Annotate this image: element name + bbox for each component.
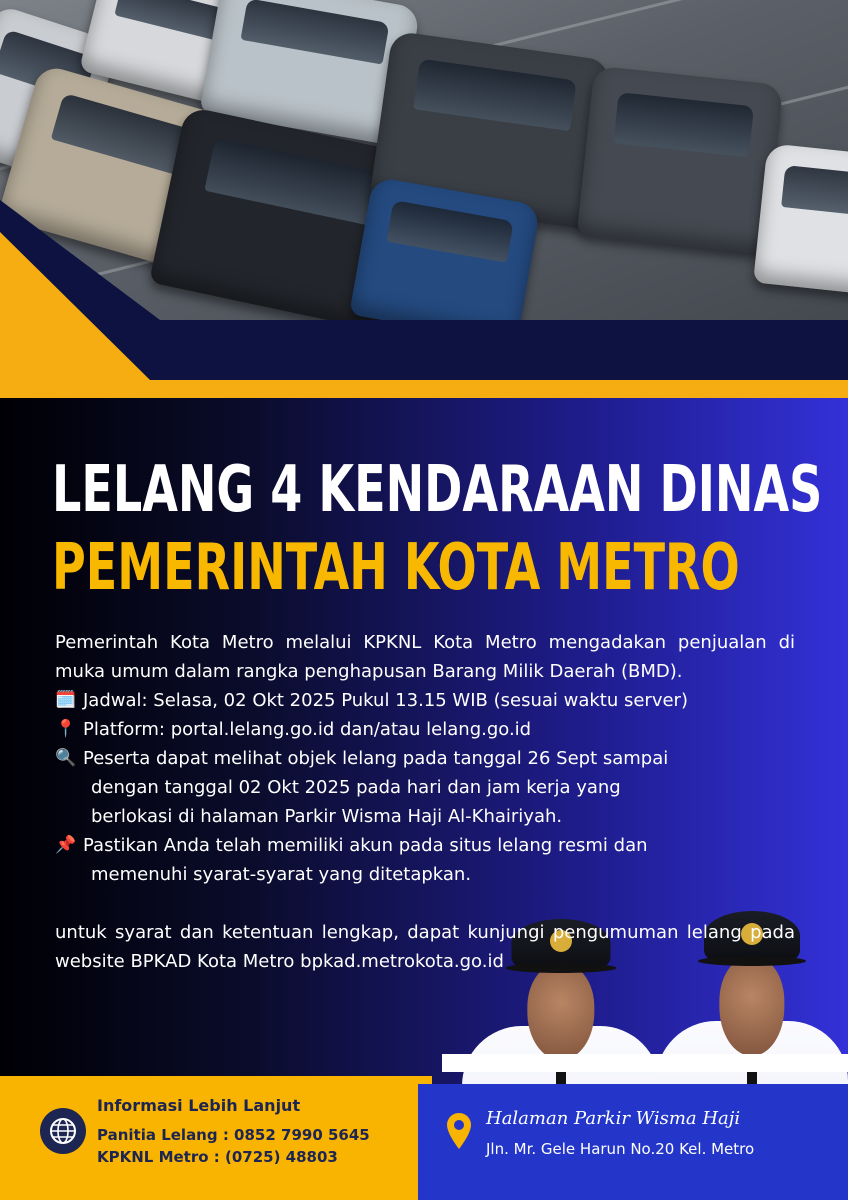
platform-text: Platform: portal.lelang.go.id dan/atau lelang.go.id (83, 719, 532, 740)
headline-line2: PEMERINTAH KOTA METRO (52, 531, 740, 605)
location-address: Jln. Mr. Gele Harun No.20 Kel. Metro (486, 1140, 755, 1158)
closing-paragraph: untuk syarat dan ketentuan lengkap, dapat kunjungi pengumuman lelang pada website BPKAD Kota Metro bpkad.metrokota.go.id (55, 922, 795, 972)
white-accent-bar (442, 1054, 848, 1072)
account-text: Pastikan Anda telah memiliki akun pada situs lelang resmi dan (83, 835, 648, 856)
account-text-line2: memenuhi syarat-syarat yang ditetapkan. (91, 864, 472, 885)
inspection-item (55, 744, 795, 773)
headline-line1: LELANG 4 KENDARAAN DINAS (52, 453, 823, 527)
pushpin-icon: 📌 (55, 835, 77, 855)
inspection-text-line2: dengan tanggal 02 Okt 2025 pada hari dan jam kerja yang (91, 777, 621, 798)
contact-kpknl: KPKNL Metro : (0725) 48803 (97, 1148, 338, 1166)
info-title: Informasi Lebih Lanjut (97, 1096, 301, 1115)
calendar-icon: 🗓️ (55, 690, 77, 710)
inspection-text: Peserta dapat melihat objek lelang pada tanggal 26 Sept sampai (83, 748, 669, 769)
globe-icon (40, 1108, 86, 1154)
location-title: Halaman Parkir Wisma Haji (486, 1108, 741, 1129)
inspection-text-line3: berlokasi di halaman Parkir Wisma Haji Al-Khairiyah. (91, 806, 563, 827)
magnifier-icon: 🔍 (55, 748, 77, 768)
announcement-body (55, 628, 795, 976)
schedule-item (55, 686, 795, 715)
schedule-text: Jadwal: Selasa, 02 Okt 2025 Pukul 13.15 WIB (sesuai waktu server) (83, 690, 688, 711)
platform-item (55, 715, 795, 744)
location-pin-icon (446, 1112, 472, 1154)
account-item (55, 831, 795, 860)
pin-icon: 📍 (55, 719, 77, 739)
intro-paragraph: Pemerintah Kota Metro melalui KPKNL Kota Metro mengadakan penjualan di muka umum dalam rangka penghapusan Barang Milik Daerah (BMD). (55, 632, 795, 682)
contact-committee: Panitia Lelang : 0852 7990 5645 (97, 1126, 370, 1144)
